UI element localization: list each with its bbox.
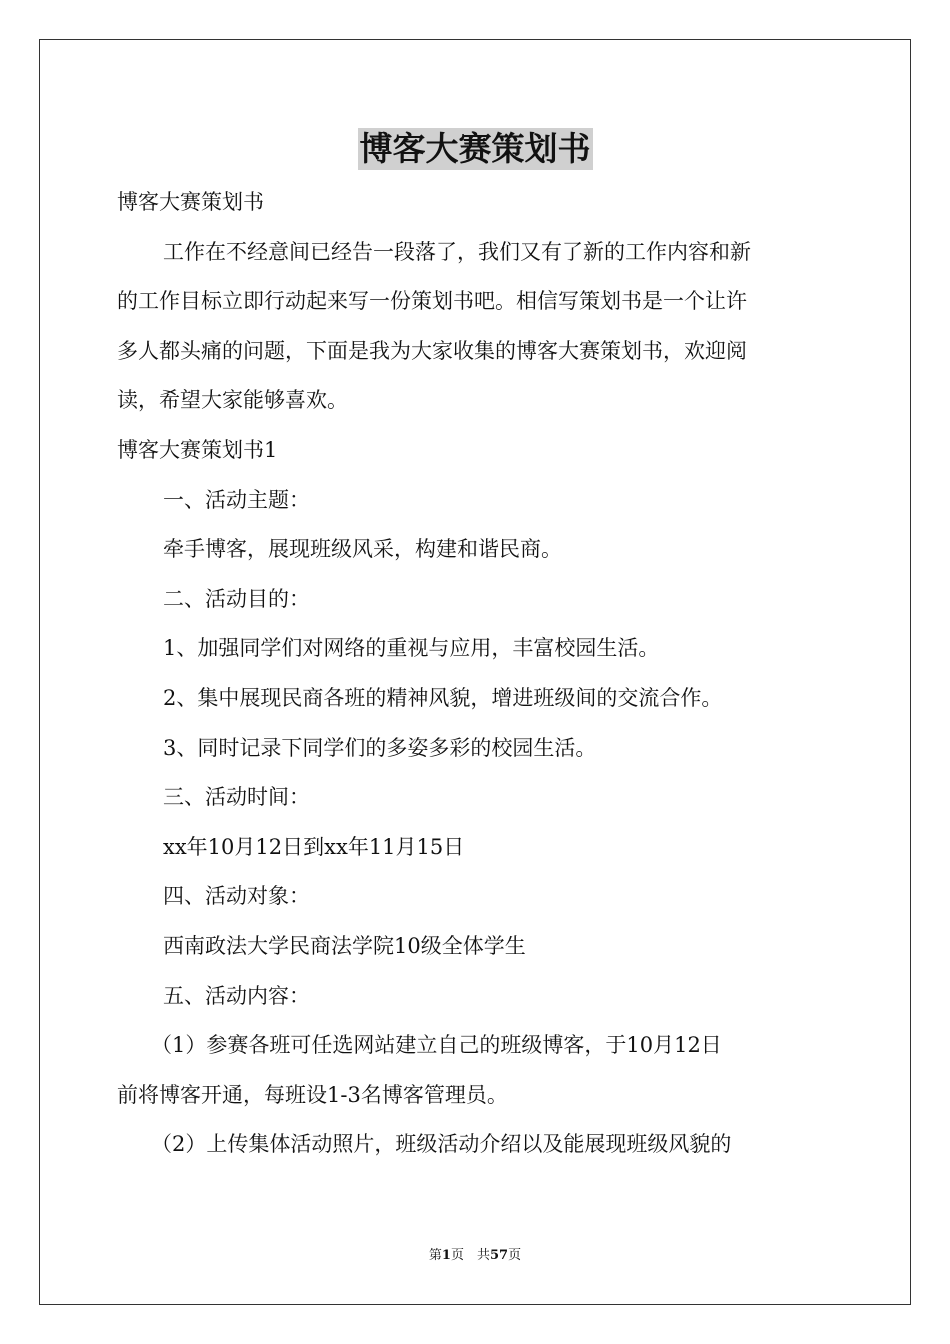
footer-total-pages: 57	[489, 1248, 509, 1263]
heading-target: 四、活动对象：	[163, 884, 310, 909]
heading-time: 三、活动时间：	[163, 785, 310, 810]
time-text: xx年10月12日到xx年11月15日	[163, 834, 465, 859]
intro-line-1: 工作在不经意间已经告一段落了，我们又有了新的工作内容和新	[163, 239, 751, 264]
heading-content: 五、活动内容：	[163, 983, 310, 1008]
subtitle: 博客大赛策划书	[117, 190, 264, 214]
purpose-item-1: 1、加强同学们对网络的重视与应用，丰富校园生活。	[163, 636, 660, 661]
heading-theme: 一、活动主题：	[163, 487, 310, 512]
content-item-1-line-1: （1）参赛各班可任选网站建立自己的班级博客，于10月12日	[151, 1033, 722, 1058]
footer-prefix: 第	[428, 1248, 442, 1263]
intro-line-2: 的工作目标立即行动起来写一份策划书吧。相信写策划书是一个让许	[117, 289, 747, 314]
purpose-item-3: 3、同时记录下同学们的多姿多彩的校园生活。	[163, 735, 597, 760]
footer-page-number: 1	[441, 1248, 451, 1263]
document-body	[117, 178, 833, 1170]
theme-text: 牵手博客，展现班级风采，构建和谐民商。	[163, 537, 562, 562]
heading-purpose: 二、活动目的：	[163, 586, 310, 611]
intro-line-4: 读，希望大家能够喜欢。	[117, 388, 348, 413]
content-item-2-line-1: （2）上传集体活动照片，班级活动介绍以及能展现班级风貌的	[151, 1132, 732, 1157]
intro-line-3: 多人都头痛的问题，下面是我为大家收集的博客大赛策划书，欢迎阅	[117, 338, 747, 363]
section-heading: 博客大赛策划书1	[117, 437, 278, 462]
title-wrap	[0, 128, 950, 170]
document-title: 博客大赛策划书	[359, 129, 591, 168]
target-text: 西南政法大学民商法学院10级全体学生	[163, 933, 526, 958]
footer-suffix: 页	[508, 1248, 522, 1263]
page-footer	[0, 1246, 950, 1266]
footer-mid: 页 共	[450, 1248, 490, 1263]
content-item-1-line-2: 前将博客开通，每班设1-3名博客管理员。	[117, 1082, 508, 1107]
purpose-item-2: 2、集中展现民商各班的精神风貌，增进班级间的交流合作。	[163, 685, 723, 710]
